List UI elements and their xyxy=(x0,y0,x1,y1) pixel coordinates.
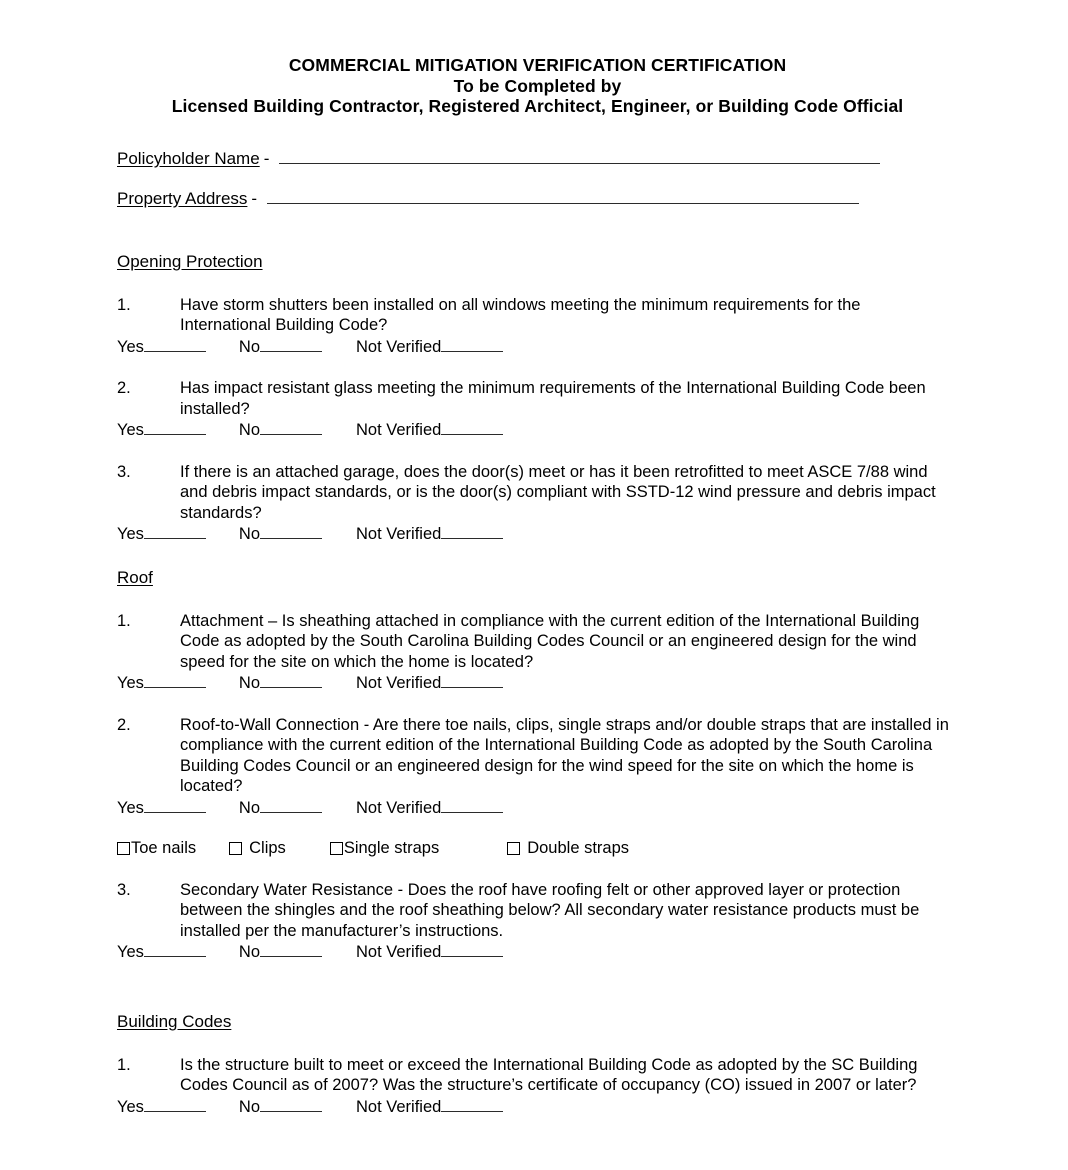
answer-yes-label: Yes xyxy=(117,943,144,961)
question-opening-1 xyxy=(117,295,958,336)
answer-no-input[interactable] xyxy=(260,675,322,688)
answer-yes-label: Yes xyxy=(117,337,144,356)
answer-not-verified-input[interactable] xyxy=(441,800,503,813)
answer-not-verified xyxy=(356,524,503,545)
checkbox-toe-nails-label: Toe nails xyxy=(131,839,197,857)
answer-yes xyxy=(117,524,206,545)
answer-no xyxy=(239,942,322,963)
answer-no-label: No xyxy=(238,421,261,439)
answer-yes xyxy=(117,942,206,963)
answer-not-verified xyxy=(356,1097,503,1118)
answer-no-input[interactable] xyxy=(260,422,322,435)
question-text: Secondary Water Resistance - Does the roof have roofing felt or other approved layer or protection between the shingles and the roof sheathing below? All secondary water resistance products must be installed per the manufacturer’s instructions. xyxy=(180,880,920,940)
checkbox-item-clips[interactable] xyxy=(229,838,286,859)
question-building-1 xyxy=(117,1055,958,1096)
answer-not-verified-label: Not Verified xyxy=(356,421,442,439)
field-policyholder-name xyxy=(117,148,958,170)
answer-yes-input[interactable] xyxy=(144,1099,206,1112)
answer-not-verified-input[interactable] xyxy=(441,944,503,957)
answer-no-label: No xyxy=(238,674,261,692)
answer-yes xyxy=(117,798,206,819)
answer-yes-label: Yes xyxy=(117,1097,144,1116)
answer-not-verified-input[interactable] xyxy=(441,339,503,352)
checkbox-double-straps-label: Double straps xyxy=(527,839,630,857)
question-text: Roof-to-Wall Connection - Are there toe nails, clips, single straps and/or double straps that are installed in compliance with the current edition of the International Building Code as adopted by the South Carolina Building Codes Council or an engineered design for the wind speed for the site on which the home is located? xyxy=(180,715,949,795)
question-opening-2 xyxy=(117,378,958,419)
answer-yes-input[interactable] xyxy=(144,526,206,539)
checkbox-toe-nails-box[interactable] xyxy=(117,842,130,855)
answer-no-input[interactable] xyxy=(260,1099,322,1112)
field-property-address xyxy=(117,188,958,210)
answer-yes-label: Yes xyxy=(117,525,144,543)
answer-no-label: No xyxy=(238,1097,261,1116)
answer-yes xyxy=(117,420,206,441)
question-text: Have storm shutters been installed on all windows meeting the minimum requirements for the International Building Code? xyxy=(180,295,861,334)
answer-row-roof-1 xyxy=(117,673,958,694)
answer-yes-label: Yes xyxy=(117,798,144,817)
question-number: 1. xyxy=(117,611,131,630)
question-roof-2 xyxy=(117,715,958,797)
answer-no xyxy=(239,337,322,358)
answer-yes xyxy=(117,1097,206,1118)
checkbox-double-straps-box[interactable] xyxy=(507,842,520,855)
question-text: If there is an attached garage, does the door(s) meet or has it been retrofitted to meet ASCE 7/88 wind and debris impact standards, or is the door(s) compliant with SSTD-12 wind pressure and debris impact standards? xyxy=(180,462,936,522)
answer-yes xyxy=(117,673,206,694)
policyholder-name-input[interactable] xyxy=(279,150,880,164)
checkbox-clips-label: Clips xyxy=(249,839,286,857)
answer-no xyxy=(239,524,322,545)
answer-yes-label: Yes xyxy=(117,421,144,439)
answer-not-verified xyxy=(356,942,503,963)
answer-row-opening-3 xyxy=(117,524,958,545)
question-number: 2. xyxy=(117,715,131,734)
checkbox-single-straps-label: Single straps xyxy=(343,839,440,857)
answer-yes-input[interactable] xyxy=(144,422,206,435)
answer-not-verified xyxy=(356,420,503,441)
policyholder-name-separator: - xyxy=(263,148,270,168)
section-heading-roof: Roof xyxy=(117,567,153,587)
title-line-tertiary: Licensed Building Contractor, Registered Architect, Engineer, or Building Code Official xyxy=(171,96,904,116)
answer-no xyxy=(239,798,322,819)
answer-row-opening-1 xyxy=(117,337,958,358)
checkbox-item-double-straps[interactable] xyxy=(507,838,629,859)
answer-no xyxy=(239,1097,322,1118)
answer-not-verified-label: Not Verified xyxy=(356,337,442,356)
answer-not-verified-input[interactable] xyxy=(441,1099,503,1112)
answer-no xyxy=(239,673,322,694)
title-line-secondary: To be Completed by xyxy=(453,75,622,96)
answer-row-roof-3 xyxy=(117,942,958,963)
title-line-primary: COMMERCIAL MITIGATION VERIFICATION CERTIFICATION xyxy=(288,55,787,75)
checkbox-item-single-straps[interactable] xyxy=(330,838,439,859)
answer-not-verified-label: Not Verified xyxy=(356,674,442,692)
checkbox-row-roof-connection xyxy=(117,838,958,859)
question-roof-3 xyxy=(117,880,958,942)
property-address-label: Property Address xyxy=(117,188,248,208)
checkbox-clips-box[interactable] xyxy=(229,842,242,855)
answer-not-verified-label: Not Verified xyxy=(356,943,442,961)
section-opening-protection xyxy=(117,251,958,273)
answer-yes-input[interactable] xyxy=(144,339,206,352)
question-opening-3 xyxy=(117,462,958,524)
answer-no-label: No xyxy=(238,525,261,543)
question-text: Attachment – Is sheathing attached in compliance with the current edition of the International Building Code as adopted by the South Carolina Building Codes Council or an engineered design for the wind speed for the site on which the home is located? xyxy=(180,611,920,671)
property-address-input[interactable] xyxy=(267,190,859,204)
section-roof xyxy=(117,567,958,589)
answer-not-verified-input[interactable] xyxy=(441,675,503,688)
question-number: 2. xyxy=(117,379,131,397)
answer-not-verified-label: Not Verified xyxy=(356,525,442,543)
answer-not-verified-label: Not Verified xyxy=(356,1097,442,1116)
answer-not-verified xyxy=(356,337,503,358)
question-number: 3. xyxy=(117,880,131,899)
question-roof-1 xyxy=(117,611,958,673)
policyholder-name-label: Policyholder Name xyxy=(117,148,260,168)
answer-yes-input[interactable] xyxy=(144,800,206,813)
answer-yes-input[interactable] xyxy=(144,944,206,957)
document-title xyxy=(117,55,958,117)
answer-yes xyxy=(117,337,206,358)
section-heading-building-codes: Building Codes xyxy=(117,1011,232,1031)
answer-no-input[interactable] xyxy=(260,339,322,352)
question-text: Is the structure built to meet or exceed the International Building Code as adopted by the SC Building Codes Council as of 2007? Was the structure’s certificate of occupancy (CO) issued in 2007 or later? xyxy=(180,1055,918,1094)
answer-yes-input[interactable] xyxy=(144,675,206,688)
answer-no xyxy=(239,420,322,441)
answer-no-label: No xyxy=(238,337,261,356)
checkbox-item-toe-nails[interactable] xyxy=(117,838,196,859)
answer-no-input[interactable] xyxy=(260,800,322,813)
section-building-codes xyxy=(117,1011,958,1033)
question-number: 1. xyxy=(117,295,131,314)
question-number: 3. xyxy=(117,462,131,481)
answer-row-building-1 xyxy=(117,1097,958,1118)
answer-no-label: No xyxy=(238,943,261,961)
answer-row-opening-2 xyxy=(117,420,958,441)
answer-row-roof-2 xyxy=(117,798,958,819)
answer-not-verified xyxy=(356,798,503,819)
answer-no-input[interactable] xyxy=(260,526,322,539)
answer-no-label: No xyxy=(238,798,261,817)
answer-yes-label: Yes xyxy=(117,674,144,692)
property-address-separator: - xyxy=(251,188,258,208)
answer-not-verified xyxy=(356,673,503,694)
question-text: Has impact resistant glass meeting the minimum requirements of the International Building Code been installed? xyxy=(180,379,926,418)
answer-not-verified-input[interactable] xyxy=(441,526,503,539)
checkbox-single-straps-box[interactable] xyxy=(330,842,343,855)
section-heading-opening-protection: Opening Protection xyxy=(117,251,263,271)
answer-not-verified-input[interactable] xyxy=(441,422,503,435)
question-number: 1. xyxy=(117,1055,131,1074)
answer-no-input[interactable] xyxy=(260,944,322,957)
answer-not-verified-label: Not Verified xyxy=(356,798,442,817)
